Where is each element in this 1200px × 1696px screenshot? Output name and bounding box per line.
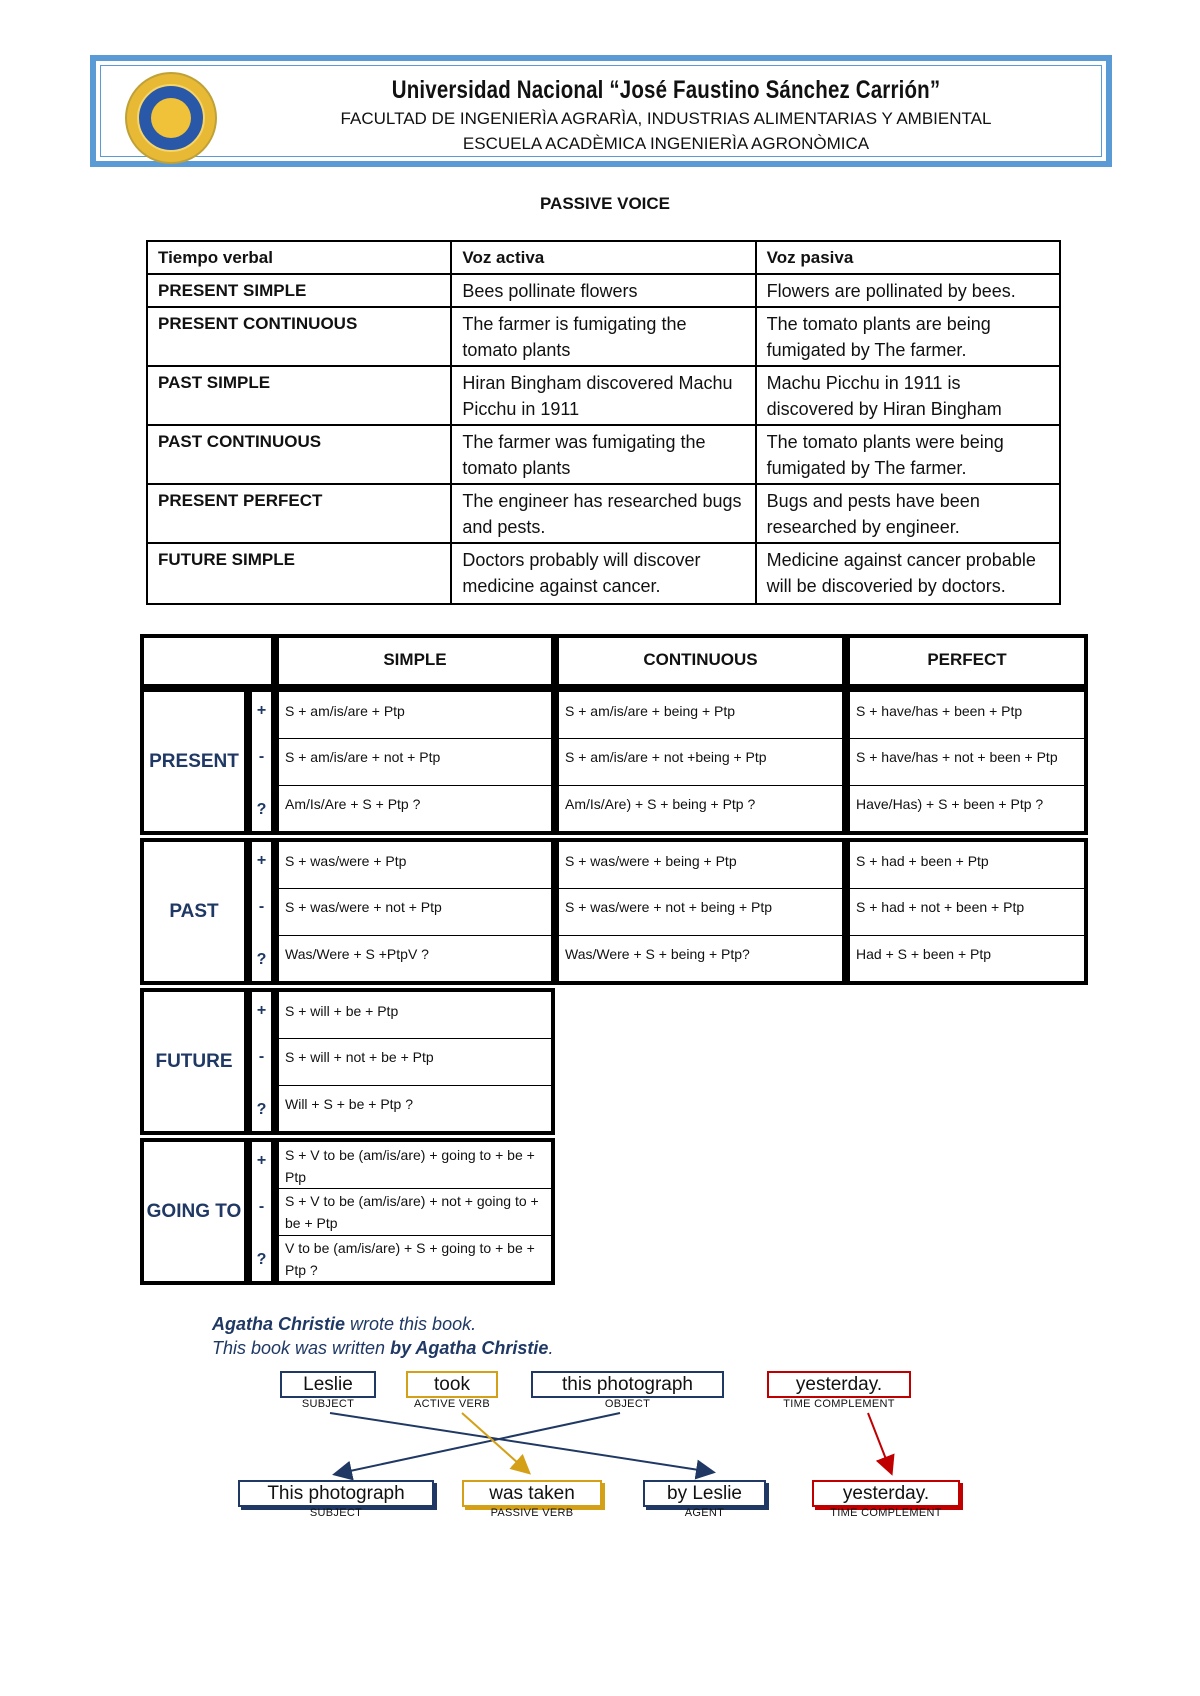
formula-cell: V to be (am/is/are) + S + going to + be + Ptp ? <box>285 1239 535 1278</box>
formula-cell: S + was/were + Ptp <box>285 853 407 869</box>
active-role-label: OBJECT <box>604 1398 651 1410</box>
formula-cell: S + had + been + Ptp <box>856 853 989 869</box>
sign-question: ? <box>256 1100 267 1118</box>
formula-cell: Had + S + been + Ptp <box>856 945 992 962</box>
passive-cell: The tomato plants were being fumigated by The farmer. <box>756 425 1060 484</box>
tense-label-future: FUTURE <box>140 988 248 1135</box>
active-role-label: ACTIVE VERB <box>413 1398 491 1410</box>
arrow-time-complement <box>868 1413 891 1472</box>
passive-cell: Machu Picchu in 1911 is discovered by Hiran Bingham <box>756 366 1060 425</box>
sign-affirmative: + <box>256 1152 267 1169</box>
sign-affirmative: + <box>256 1002 267 1019</box>
formula-cell: Have/Has) + S + been + Ptp ? <box>856 795 1044 812</box>
sign-affirmative: + <box>256 852 267 869</box>
formula-cell: S + was/were + being + Ptp <box>565 853 737 869</box>
university-name: Universidad Nacional “José Faustino Sánchez Carrión” <box>391 76 941 104</box>
school-name: ESCUELA ACADÈMICA INGENIERÌA AGRONÒMICA <box>462 134 870 153</box>
formula-cell: Was/Were + S + being + Ptp? <box>565 945 750 962</box>
sign-question: ? <box>256 950 267 968</box>
example-passive-agent: by Agatha Christie <box>390 1338 549 1358</box>
formula-cell: Am/Is/Are) + S + being + Ptp ? <box>565 795 756 812</box>
formula-cell: S + V to be (am/is/are) + not + going to + be + Ptp <box>285 1193 539 1232</box>
passive-cell: The tomato plants are being fumigated by The farmer. <box>756 307 1060 366</box>
passive-role-label: AGENT <box>684 1507 725 1519</box>
formula-cell: S + V to be (am/is/are) + going to + be + Ptp <box>285 1147 535 1185</box>
formula-cell: S + have/has + not + been + Ptp <box>856 749 1058 766</box>
column-header-continuous: CONTINUOUS <box>555 634 846 688</box>
tense-cell: PRESENT PERFECT <box>147 484 451 543</box>
formula-cell: Will + S + be + Ptp ? <box>285 1095 414 1112</box>
active-word-box: took <box>406 1371 498 1398</box>
tense-label-past: PAST <box>140 838 248 985</box>
formula-cell: S + will + not + be + Ptp <box>285 1049 434 1066</box>
active-cell: The engineer has researched bugs and pests. <box>451 484 755 543</box>
tense-cell: PAST CONTINUOUS <box>147 425 451 484</box>
passive-cell: Bugs and pests have been researched by engineer. <box>756 484 1060 543</box>
formula-cell: S + am/is/are + being + Ptp <box>565 703 736 719</box>
passive-role-label: SUBJECT <box>309 1507 363 1519</box>
tense-cell: PRESENT SIMPLE <box>147 274 451 307</box>
active-word-box: Leslie <box>280 1371 376 1398</box>
example-active-rest: wrote this book. <box>345 1314 477 1334</box>
active-cell: The farmer was fumigating the tomato plants <box>451 425 755 484</box>
formula-cell: S + was/were + not + Ptp <box>285 899 442 916</box>
tense-label-present: PRESENT <box>140 688 248 835</box>
column-header-tense: Tiempo verbal <box>147 241 451 274</box>
active-cell: Hiran Bingham discovered Machu Picchu in 1911 <box>451 366 755 425</box>
example-passive-end: . <box>548 1338 554 1358</box>
active-word-box: yesterday. <box>767 1371 911 1398</box>
passive-word-box: yesterday. <box>812 1480 960 1507</box>
formula-cell: S + have/has + been + Ptp <box>856 703 1023 719</box>
column-header-active: Voz activa <box>451 241 755 274</box>
active-role-label: SUBJECT <box>301 1398 355 1410</box>
sign-negative: - <box>258 1048 265 1066</box>
active-role-label: TIME COMPLEMENT <box>783 1398 895 1410</box>
active-cell: Bees pollinate flowers <box>451 274 755 307</box>
tense-cell: PRESENT CONTINUOUS <box>147 307 451 366</box>
faculty-name: FACULTAD DE INGENIERÌA AGRARÌA, INDUSTRIAS ALIMENTARIAS Y AMBIENTAL <box>340 109 992 128</box>
arrow-object-to-subject <box>336 1413 620 1474</box>
active-cell: Doctors probably will discover medicine against cancer. <box>451 543 755 604</box>
passive-role-label: TIME COMPLEMENT <box>830 1507 942 1519</box>
document-title: PASSIVE VOICE <box>539 194 671 213</box>
passive-word-box: by Leslie <box>643 1480 766 1507</box>
sign-affirmative: + <box>256 702 267 719</box>
formula-cell: S + am/is/are + not + Ptp <box>285 749 441 766</box>
column-header-simple: SIMPLE <box>275 634 555 688</box>
column-header-perfect: PERFECT <box>846 634 1088 688</box>
example-passive-prefix: This book was written <box>212 1338 391 1358</box>
formula-cell: S + am/is/are + Ptp <box>285 703 405 719</box>
tense-cell: PAST SIMPLE <box>147 366 451 425</box>
sign-negative: - <box>258 1198 265 1216</box>
tense-label-going-to: GOING TO <box>140 1138 248 1285</box>
sign-negative: - <box>258 898 265 916</box>
column-header-passive: Voz pasiva <box>756 241 1060 274</box>
passive-cell: Medicine against cancer probable will be discoveried by doctors. <box>756 543 1060 604</box>
formula-cell: Was/Were + S +PtpV ? <box>285 945 429 962</box>
formula-cell: S + am/is/are + not +being + Ptp <box>565 749 767 766</box>
formula-cell: Am/Is/Are + S + Ptp ? <box>285 795 421 812</box>
formula-cell: S + had + not + been + Ptp <box>856 899 1025 916</box>
sign-negative: - <box>258 748 265 766</box>
active-word-box: this photograph <box>531 1371 724 1398</box>
passive-role-label: PASSIVE VERB <box>490 1507 574 1519</box>
tense-cell: FUTURE SIMPLE <box>147 543 451 604</box>
formula-cell: S + will + be + Ptp <box>285 1003 399 1019</box>
passive-word-box: This photograph <box>238 1480 434 1507</box>
active-cell: The farmer is fumigating the tomato plants <box>451 307 755 366</box>
sign-question: ? <box>256 800 267 818</box>
passive-word-box: was taken <box>462 1480 602 1507</box>
passive-cell: Flowers are pollinated by bees. <box>756 274 1060 307</box>
sign-question: ? <box>256 1250 267 1268</box>
example-active-subject: Agatha Christie <box>212 1314 346 1334</box>
formula-cell: S + was/were + not + being + Ptp <box>565 899 773 916</box>
